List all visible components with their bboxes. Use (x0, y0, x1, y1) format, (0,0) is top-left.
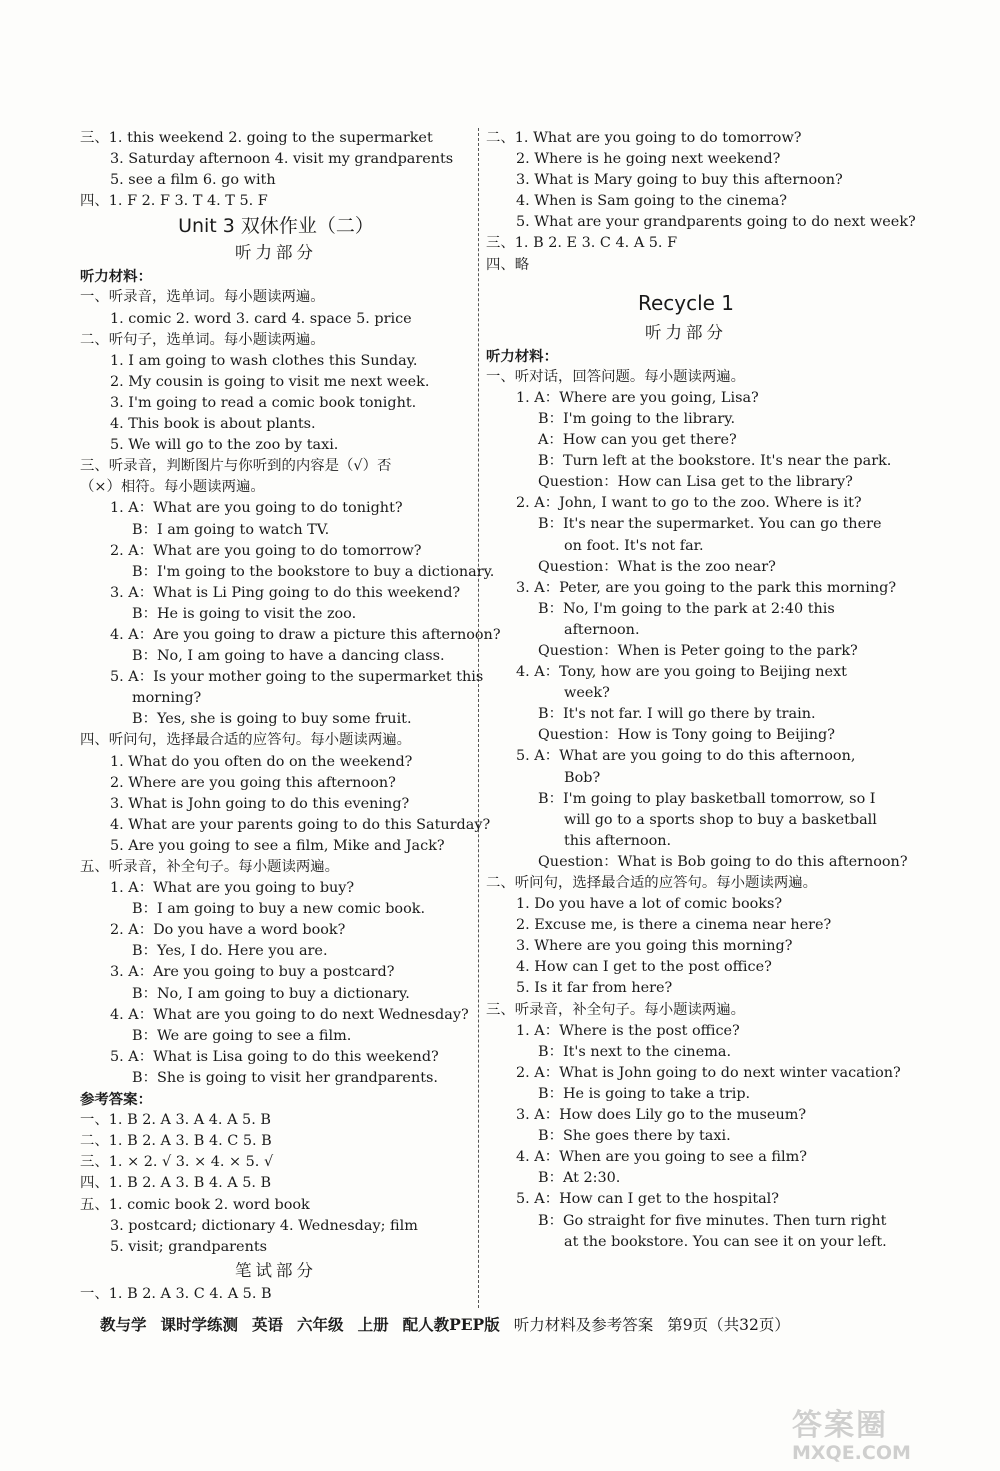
question-item: 5. Is it far from here? (516, 980, 673, 997)
dialogue-line: Question：How is Tony going to Beijing? (538, 727, 835, 744)
question-item: 3. What is John going to do this evening? (110, 795, 410, 812)
dialogue-line: 5. A：Is your mother going to the supermarket this (110, 669, 484, 686)
material-label: 听力材料： (486, 347, 558, 365)
dialogue-line: 1. A：Where are you going, Lisa? (516, 389, 759, 406)
dialogue-line: A：How can you get there? (538, 432, 737, 449)
dialogue-line: 3. A：What is Li Ping going to do this weekend? (110, 584, 461, 601)
question-list (80, 752, 491, 857)
dialogue-line: 2. A：What is John going to do next winter vacation? (516, 1064, 901, 1081)
dialogue-line: 5. A：How can I get to the hospital? (516, 1191, 779, 1208)
question-heading: 三、听录音，判断图片与你听到的内容是（√）否 (80, 458, 392, 475)
dialogue-line: B：I'm going to the bookstore to buy a dictionary. (132, 563, 495, 580)
question-heading: 三、听录音，补全句子。每小题读两遍。 (486, 1001, 746, 1018)
section-title-listening: 听力部分 (645, 322, 727, 342)
watermark (792, 1400, 972, 1464)
dialogue-list (80, 878, 472, 1089)
question-heading: 一、听对话，回答问题。每小题读两遍。 (486, 368, 746, 385)
dialogue-line: 3. A：How does Lily go to the museum? (516, 1107, 807, 1124)
answer-line: 三、1. this weekend 2. going to the supermarket (80, 130, 433, 146)
answer-line: 三、1. × 2. √ 3. × 4. × 5. √ (80, 1154, 274, 1171)
dialogue-line: B：It's not far. I will go there by train. (538, 706, 816, 723)
dialogue-line: 4. A：What are you going to do next Wednesday? (110, 1006, 469, 1023)
answer-list (486, 149, 916, 233)
section-title-written: 笔试部分 (235, 1260, 317, 1280)
answer-line: 5. What are your grandparents going to do next week? (516, 214, 916, 231)
question-list (80, 351, 472, 456)
question-heading: 五、听录音，补全句子。每小题读两遍。 (80, 859, 340, 875)
dialogue-list (486, 388, 908, 873)
answer-line: 四、略 (486, 256, 530, 273)
left-column (80, 128, 501, 1305)
footer-series: 课时学练测 (160, 1315, 239, 1334)
recycle-title: Recycle 1 (637, 290, 735, 315)
dialogue-line: B：Go straight for five minutes. Then turn right (538, 1212, 887, 1229)
dialogue-line: B：She goes there by taxi. (538, 1128, 731, 1145)
dialogue-list (80, 498, 501, 730)
dialogue-line: 2. A：John, I want to go to the zoo. Where is it? (516, 495, 862, 512)
question-heading: （×）相符。每小题读两遍。 (80, 479, 265, 496)
unit-title: Unit 3 双休作业（二） (178, 215, 374, 238)
dialogue-line: at the bookstore. You can see it on your left. (564, 1233, 887, 1250)
dialogue-line: Question：When is Peter going to the park? (538, 642, 858, 659)
footer-edition: 配人教PEP版 (402, 1315, 500, 1334)
dialogue-line: 2. A：What are you going to do tomorrow? (110, 542, 422, 559)
answer-line: 二、1. B 2. A 3. B 4. C 5. B (80, 1133, 272, 1150)
dialogue-line: 5. A：What is Lisa going to do this weekend? (110, 1048, 439, 1065)
dialogue-line: B：Yes, I do. Here you are. (132, 943, 328, 960)
dialogue-line: B：No, I am going to have a dancing class. (132, 648, 445, 665)
dialogue-line: 3. A：Are you going to buy a postcard? (110, 964, 395, 981)
dialogue-line: B：It's next to the cinema. (538, 1043, 732, 1060)
question-item: 5. Are you going to see a film, Mike and Jack? (110, 837, 445, 854)
question-heading: 二、听问句，选择最合适的应答句。每小题读两遍。 (486, 875, 817, 891)
right-column (486, 128, 916, 1253)
dialogue-line: B：I'm going to play basketball tomorrow, so I (538, 790, 876, 807)
answer-line: 一、1. B 2. A 3. C 4. A 5. B (80, 1285, 272, 1302)
dialogue-line: B：At 2:30. (538, 1170, 621, 1187)
dialogue-line: 3. A：Peter, are you going to the park this morning? (516, 579, 897, 596)
answer-line: 5. see a film 6. go with (110, 172, 276, 189)
dialogue-line: this afternoon. (564, 832, 672, 849)
footer-section: 听力材料及参考答案 (513, 1316, 654, 1334)
dialogue-line: B：I'm going to the library. (538, 410, 736, 427)
question-item: 3. Where are you going this morning? (516, 938, 793, 955)
dialogue-line: B：He is going to visit the zoo. (132, 605, 357, 622)
dialogue-line: 1. A：What are you going to do tonight? (110, 500, 403, 517)
watermark-url: MXQE.COM (792, 1442, 911, 1464)
dialogue-line: Bob? (564, 769, 601, 786)
section-title-listening: 听力部分 (235, 243, 317, 263)
dialogue-line: morning? (132, 690, 202, 707)
dialogue-line: Question：What is the zoo near? (538, 558, 776, 575)
question-item: 1. I am going to wash clothes this Sunday. (110, 352, 418, 369)
dialogue-line: B：No, I am going to buy a dictionary. (132, 985, 410, 1002)
footer-page-number: 第9页（共32页） (667, 1316, 790, 1334)
dialogue-line: B：It's near the supermarket. You can go there (538, 516, 882, 533)
answer-line: 一、1. B 2. A 3. A 4. A 5. B (80, 1112, 271, 1129)
dialogue-line: will go to a sports shop to buy a basketball (564, 811, 877, 828)
answer-line: 五、1. comic book 2. word book (80, 1196, 310, 1213)
question-item: 1. comic 2. word 3. card 4. space 5. price (110, 310, 412, 327)
question-item: 2. Where are you going this afternoon? (110, 774, 396, 791)
dialogue-line: Question：What is Bob going to do this afternoon? (538, 853, 908, 870)
dialogue-line: Question：How can Lisa get to the library? (538, 474, 853, 491)
question-item: 4. What are your parents going to do this Saturday? (110, 816, 491, 833)
dialogue-line: B：I am going to watch TV. (132, 521, 330, 538)
question-item: 4. This book is about plants. (110, 416, 316, 433)
answer-line: 四、1. F 2. F 3. T 4. T 5. F (80, 193, 268, 210)
answer-line: 3. What is Mary going to buy this afternoon? (516, 172, 843, 189)
question-item: 5. We will go to the zoo by taxi. (110, 437, 339, 454)
question-item: 2. My cousin is going to visit me next week. (110, 373, 430, 390)
dialogue-line: B：Yes, she is going to buy some fruit. (132, 711, 412, 728)
dialogue-line: B：Turn left at the bookstore. It's near the park. (538, 453, 892, 470)
answer-line: 2. Where is he going next weekend? (516, 151, 781, 168)
question-item: 4. How can I get to the post office? (516, 959, 772, 976)
question-list (486, 894, 886, 999)
footer-volume: 上册 (357, 1315, 389, 1334)
dialogue-line: 2. A：Do you have a word book? (110, 922, 346, 939)
page-footer (100, 1313, 900, 1335)
column-divider (478, 128, 479, 1308)
dialogue-line: B：I am going to buy a new comic book. (132, 901, 426, 918)
answers-label: 参考答案： (80, 1091, 152, 1109)
dialogue-line: B：He is going to take a trip. (538, 1085, 751, 1102)
answer-line: 三、1. B 2. E 3. C 4. A 5. F (486, 235, 678, 252)
dialogue-line: 4. A：Tony, how are you going to Beijing next (516, 664, 847, 681)
dialogue-line: on foot. It's not far. (564, 537, 704, 554)
dialogue-line: 1. A：Where is the post office? (516, 1022, 740, 1039)
dialogue-line: week? (564, 685, 610, 702)
dialogue-line: 4. A：Are you going to draw a picture this afternoon? (110, 626, 501, 643)
dialogue-line: 1. A：What are you going to buy? (110, 880, 355, 897)
answer-line: 四、1. B 2. A 3. B 4. A 5. B (80, 1175, 272, 1192)
dialogue-list (486, 1021, 901, 1253)
question-item: 3. I'm going to read a comic book tonight. (110, 394, 417, 411)
answer-line: 4. When is Sam going to the cinema? (516, 193, 788, 210)
question-item: 1. Do you have a lot of comic books? (516, 896, 783, 913)
footer-subject: 英语 (252, 1315, 284, 1334)
question-heading: 四、听问句，选择最合适的应答句。每小题读两遍。 (80, 732, 411, 749)
answer-line: 3. postcard; dictionary 4. Wednesday; film (110, 1217, 418, 1234)
dialogue-line: 4. A：When are you going to see a film? (516, 1149, 807, 1166)
answer-line: 3. Saturday afternoon 4. visit my grandparents (110, 151, 454, 168)
question-heading: 二、听句子，选单词。每小题读两遍。 (80, 331, 325, 348)
footer-grade: 六年级 (297, 1315, 344, 1334)
material-label: 听力材料： (80, 268, 152, 286)
answer-line: 5. visit; grandparents (110, 1238, 268, 1255)
answer-list (80, 1110, 472, 1194)
dialogue-line: 5. A：What are you going to do this afternoon, (516, 748, 856, 765)
question-heading: 一、听录音，选单词。每小题读两遍。 (80, 289, 325, 306)
dialogue-line: B：We are going to see a film. (132, 1027, 352, 1044)
watermark-logo: 答案圈 (792, 1408, 888, 1443)
footer-brand: 教与学 (100, 1315, 147, 1334)
answer-line: 二、1. What are you going to do tomorrow? (486, 130, 802, 146)
dialogue-line: B：She is going to visit her grandparents. (132, 1069, 438, 1086)
dialogue-line: afternoon. (564, 621, 640, 638)
question-item: 1. What do you often do on the weekend? (110, 753, 413, 770)
dialogue-line: B：No, I'm going to the park at 2:40 this (538, 600, 835, 617)
question-item: 2. Excuse me, is there a cinema near here? (516, 917, 832, 934)
